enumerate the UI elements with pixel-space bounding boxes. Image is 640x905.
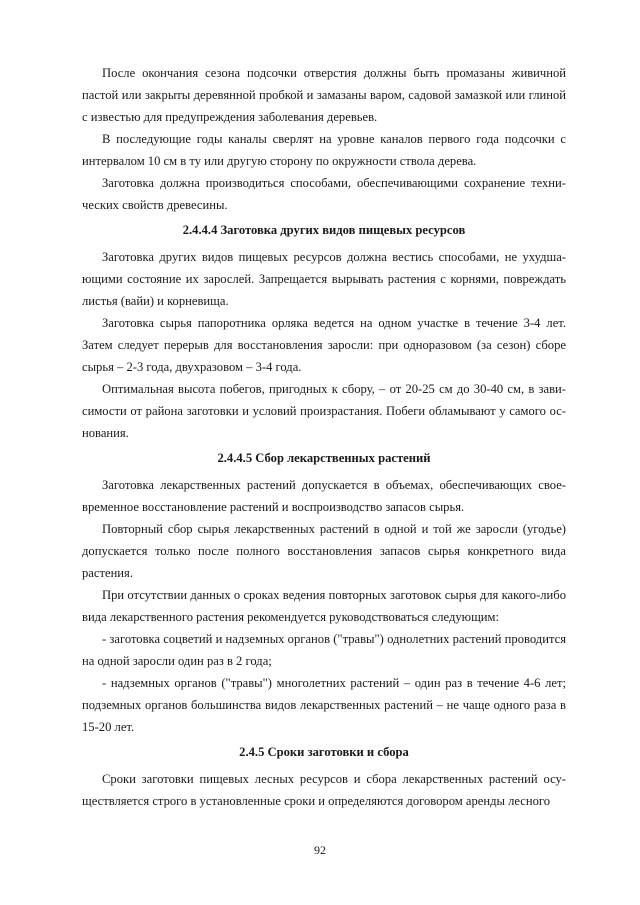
section-heading-2-4-5: 2.4.5 Сроки заготовки и сбора (239, 745, 409, 759)
page-content (82, 62, 566, 812)
paragraph-collection-dates: Сроки заготовки пищевых лесных ресурсов и сбора лекарственных растений осуществляется строго в установленные сроки и определяются договором аренды лесного (82, 772, 566, 808)
paragraph-other-food-resources: Заготовка других видов пищевых ресурсов должна вестись способами, не ухудшающими состояние их зарослей. Запрещается вырывать растения с корнями, повреждать листья (вайи) и корневища. (82, 250, 566, 308)
paragraph-no-data-guidance: При отсутствии данных о сроках ведения повторных заготовок сырья для какого-либо вида лекарственного растения рекомендуется руководствоваться следующим: (82, 588, 566, 624)
paragraph-shoot-height: Оптимальная высота побегов, пригодных к сбору, – от 20-25 см до 30-40 см, в зависимости от района заготовки и условий произрастания. Побеги обламывают у самого основания. (82, 382, 566, 440)
paragraph-bracken-fern: Заготовка сырья папоротника орляка ведется на одном участке в течение 3-4 лет. Затем следует перерыв для восстановления заросли: при одноразовом (за сезон) сборе сырья – 2-3 года, двухразовом – 3-4 года. (82, 316, 566, 374)
paragraph-repeated-collection: Повторный сбор сырья лекарственных растений в одной и той же заросли (угодье) допускается только после полного восстановления запасов сырья конкретного вида растения. (82, 522, 566, 580)
section-heading-2-4-4-5: 2.4.4.5 Сбор лекарственных растений (217, 451, 431, 465)
paragraph-resin-holes: После окончания сезона подсочки отверстия должны быть промазаны живичной пастой или закрыты деревянной пробкой и замазаны варом, садовой замазкой или глиной с известью для предупреждения заболевания деревьев. (82, 66, 566, 124)
list-item-annual-plants: - заготовка соцветий и надземных органов ("травы") однолетних растений проводится на одной заросли один раз в 2 года; (82, 632, 566, 668)
section-heading-2-4-4-4: 2.4.4.4 Заготовка других видов пищевых ресурсов (182, 223, 466, 237)
page-number: 92 (314, 843, 326, 857)
list-item-perennial-plants: - надземных органов ("травы") многолетних растений – один раз в течение 4-6 лет; подземных органов большинства видов лекарственных растений – не чаще одного раза в 15-20 лет. (82, 676, 566, 734)
paragraph-wood-properties: Заготовка должна производиться способами, обеспечивающими сохранение технических свойств древесины. (82, 176, 566, 212)
paragraph-next-years-channels: В последующие годы каналы сверлят на уровне каналов первого года подсочки с интервалом 10 см в ту или другую сторону по окружности ствола дерева. (82, 132, 566, 168)
paragraph-medicinal-volumes: Заготовка лекарственных растений допускается в объемах, обеспечивающих своевременное восстановление растений и воспроизводство запасов сырья. (82, 478, 566, 514)
